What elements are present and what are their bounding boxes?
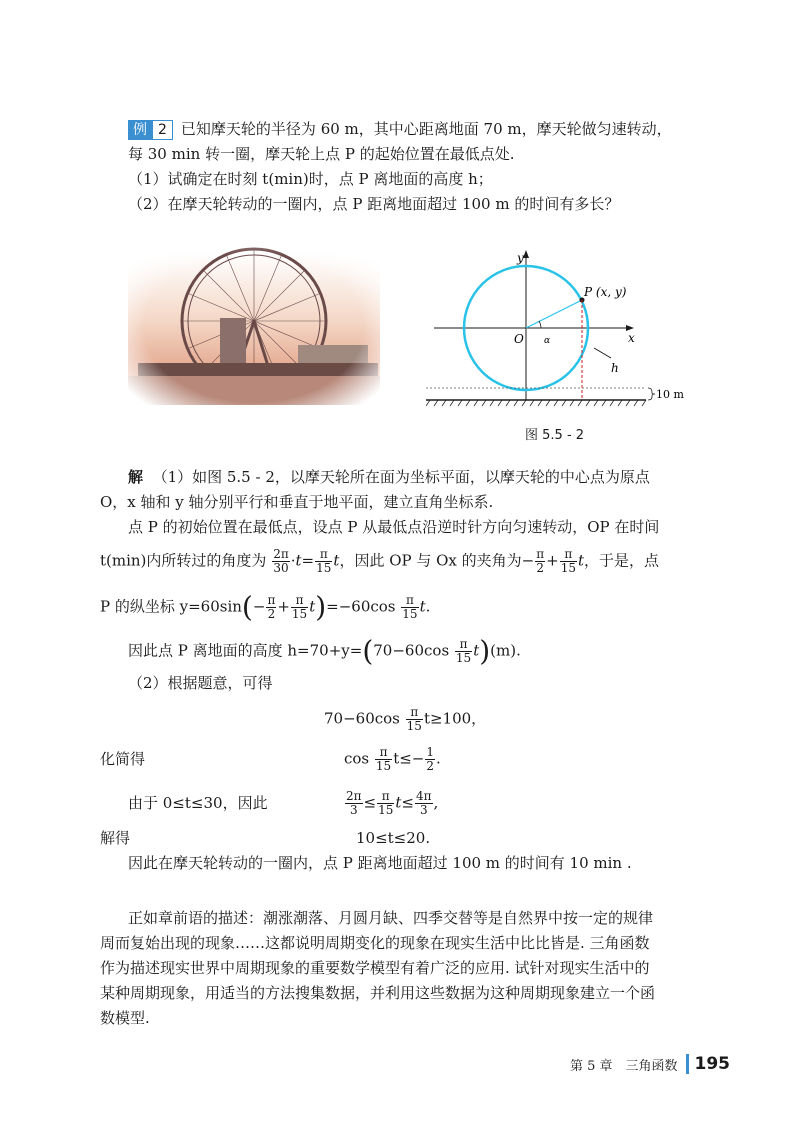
simplify-label: 化简得	[100, 750, 146, 768]
solution-line-3: 点 P 的初始位置在最低点，设点 P 从最低点沿逆时针方向匀速转动，OP 在时间	[128, 518, 660, 536]
eq1-pre: 70−60cos	[324, 709, 400, 728]
label-point-p: P (x, y)	[584, 285, 627, 299]
solution-text-1: （1）如图 5.5 - 2，以摩天轮所在面为坐标平面，以摩天轮的中心点为原点	[152, 468, 650, 486]
ferris-wheel-photo	[128, 233, 380, 405]
s3-post: ，于是，点	[584, 551, 660, 570]
solution-line-5: P 的纵坐标 y=60sin(− $\frac{\pi}{2}$ + $\frac{\pi}{15}$ t)=−60cos $\frac{\pi}{15}$ t.	[100, 590, 431, 624]
paragraph-line-4: 某种周期现象，用适当的方法搜集数据，并利用这些数据为这种周期现象建立一个函	[100, 984, 656, 1002]
paragraph-line-3: 作为描述现实世界中周期现象的重要数学模型有着广泛的应用. 试针对现实生活中的	[100, 959, 650, 977]
solution-line-6: 因此点 P 离地面的高度 h=70+y=(70−60cos $\frac{\pi}{15}$ t)(m).	[128, 634, 521, 668]
solution-label: 解	[128, 468, 144, 486]
solution-line-4: t(min)内所转过的角度为 $\frac{2\pi}{30}$ ·t= $\frac{\pi}{15}$ t，因此 OP 与 Ox 的夹角为− $\frac{\pi}{2}$ + $\frac{\pi}{15}$ t，于是，点	[100, 547, 660, 575]
equation-3: $\frac{2\pi}{3}$ ≤ $\frac{\pi}{15}$ t≤ $\frac{4\pi}{3}$ ,	[346, 789, 439, 817]
label-10m: 10 m	[656, 388, 684, 401]
since-label: 由于 0≤t≤30，因此	[128, 794, 268, 812]
chapter-title: 第 5 章 三角函数	[569, 1058, 678, 1074]
problem-text-1: 已知摩天轮的半径为 60 m，其中心距离地面 70 m，摩天轮做匀速转动，	[180, 120, 672, 138]
problem-line-2: 每 30 min 转一圈，摩天轮上点 P 的起始位置在最低点处.	[128, 145, 515, 163]
label-y: y	[517, 251, 524, 265]
s5-post: (m).	[490, 641, 521, 660]
label-x: x	[628, 331, 635, 345]
equation-4: 10≤t≤20.	[356, 829, 431, 847]
paragraph-line-1: 正如章前语的描述：潮涨潮落、月圆月缺、四季交替等是自然界中按一定的规律	[128, 909, 654, 927]
figure-caption: 图 5.5 - 2	[525, 428, 585, 443]
example-tag: 例	[128, 120, 152, 140]
s4-pre: P 的纵坐标 y=60sin	[100, 597, 242, 616]
conclusion: 因此在摩天轮转动的一圈内，点 P 距离地面超过 100 m 的时间有 10 min .	[128, 854, 632, 872]
label-origin: O	[514, 332, 524, 346]
footer-divider	[686, 1054, 689, 1074]
equation-2: cos $\frac{\pi}{15}$ t≤− $\frac{1}{2}$ .	[344, 745, 441, 773]
label-alpha: α	[544, 336, 551, 346]
solve-label: 解得	[100, 829, 131, 847]
paragraph-line-2: 周而复始出现的现象……这都说明周期变化的现象在现实生活中比比皆是. 三角函数	[100, 934, 650, 952]
page-footer	[570, 1054, 730, 1074]
solution-line-7: （2）根据题意，可得	[128, 674, 273, 692]
coordinate-diagram	[426, 246, 696, 414]
eq1-post: t≥100，	[423, 709, 487, 728]
eq2-pre: cos	[344, 749, 370, 768]
s4-post: =−60cos	[326, 597, 396, 616]
question-1: （1）试确定在时刻 t(min)时，点 P 离地面的高度 h；	[128, 170, 493, 188]
solution-line-1	[128, 466, 650, 488]
question-2: （2）在摩天轮转动的一圈内，点 P 距离地面超过 100 m 的时间有多长？	[128, 195, 620, 213]
label-h: h	[611, 361, 619, 375]
s5-pre: 因此点 P 离地面的高度 h=70+y=	[128, 641, 363, 660]
eq2-post: t≤−	[393, 749, 425, 768]
s3-mid: ，因此 OP 与 Ox 的夹角为	[339, 551, 522, 570]
paragraph-line-5: 数模型.	[100, 1009, 150, 1027]
page-number: 195	[694, 1054, 730, 1074]
s3-pre: t(min)内所转过的角度为	[100, 551, 267, 570]
solution-line-2: O，x 轴和 y 轴分别平行和垂直于地平面，建立直角坐标系.	[100, 493, 494, 511]
equation-1: 70−60cos $\frac{\pi}{15}$ t≥100，	[324, 705, 487, 733]
problem-line-1	[128, 118, 672, 140]
example-number: 2	[152, 120, 173, 140]
